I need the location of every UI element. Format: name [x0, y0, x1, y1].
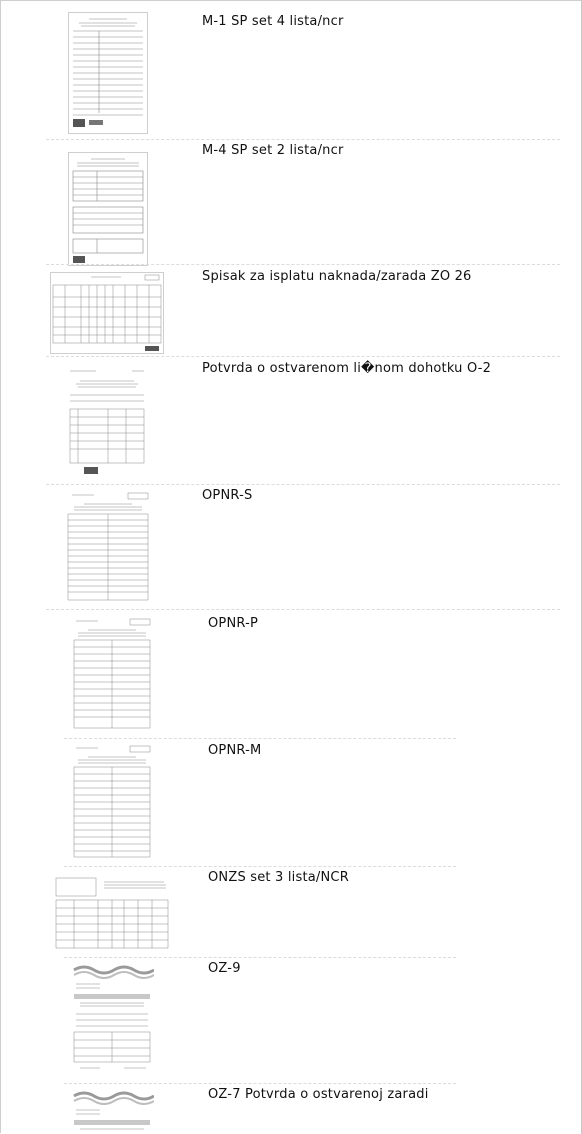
product-thumbnail-opnr-m[interactable] — [70, 743, 154, 863]
product-title-m4[interactable]: M-4 SP set 2 lista/ncr — [202, 143, 344, 158]
list-item-m1[interactable] — [0, 0, 560, 140]
product-thumbnail-m1[interactable] — [68, 12, 148, 134]
product-title-zo26[interactable]: Spisak za isplatu naknada/zarada ZO 26 — [202, 269, 472, 284]
product-title-opnr-m[interactable]: OPNR-M — [208, 743, 262, 758]
product-title-oz7[interactable]: OZ-7 Potvrda o ostvarenoj zaradi — [208, 1087, 429, 1102]
product-title-oz9[interactable]: OZ-9 — [208, 961, 241, 976]
list-item-opnr-m[interactable] — [0, 739, 560, 866]
product-thumbnail-o2[interactable] — [66, 367, 148, 477]
product-title-o2[interactable]: Potvrda o ostvarenom li�nom dohotku O-2 — [202, 361, 492, 376]
list-item-oz9[interactable] — [0, 958, 560, 1083]
product-thumbnail-m4[interactable] — [68, 152, 148, 266]
list-item-o2[interactable] — [0, 357, 560, 484]
list-item-opnr-p[interactable] — [0, 610, 560, 738]
product-thumbnail-zo26[interactable] — [50, 272, 164, 354]
product-thumbnail-opnr-p[interactable] — [70, 616, 154, 736]
list-item-m4[interactable] — [0, 140, 560, 265]
list-item-opnr-s[interactable] — [0, 485, 560, 609]
product-thumbnail-opnr-s[interactable] — [64, 490, 152, 607]
product-thumbnail-onzs[interactable] — [54, 874, 170, 954]
product-thumbnail-oz7[interactable] — [70, 1088, 154, 1134]
product-title-m1[interactable]: M-1 SP set 4 lista/ncr — [202, 14, 344, 29]
product-title-opnr-s[interactable]: OPNR-S — [202, 488, 253, 503]
list-item-zo26[interactable] — [0, 265, 560, 357]
list-item-oz7[interactable] — [0, 1084, 560, 1134]
product-title-opnr-p[interactable]: OPNR-P — [208, 616, 259, 631]
product-thumbnail-oz9[interactable] — [70, 962, 154, 1080]
product-title-onzs[interactable]: ONZS set 3 lista/NCR — [208, 870, 349, 885]
list-item-onzs[interactable] — [0, 867, 560, 957]
